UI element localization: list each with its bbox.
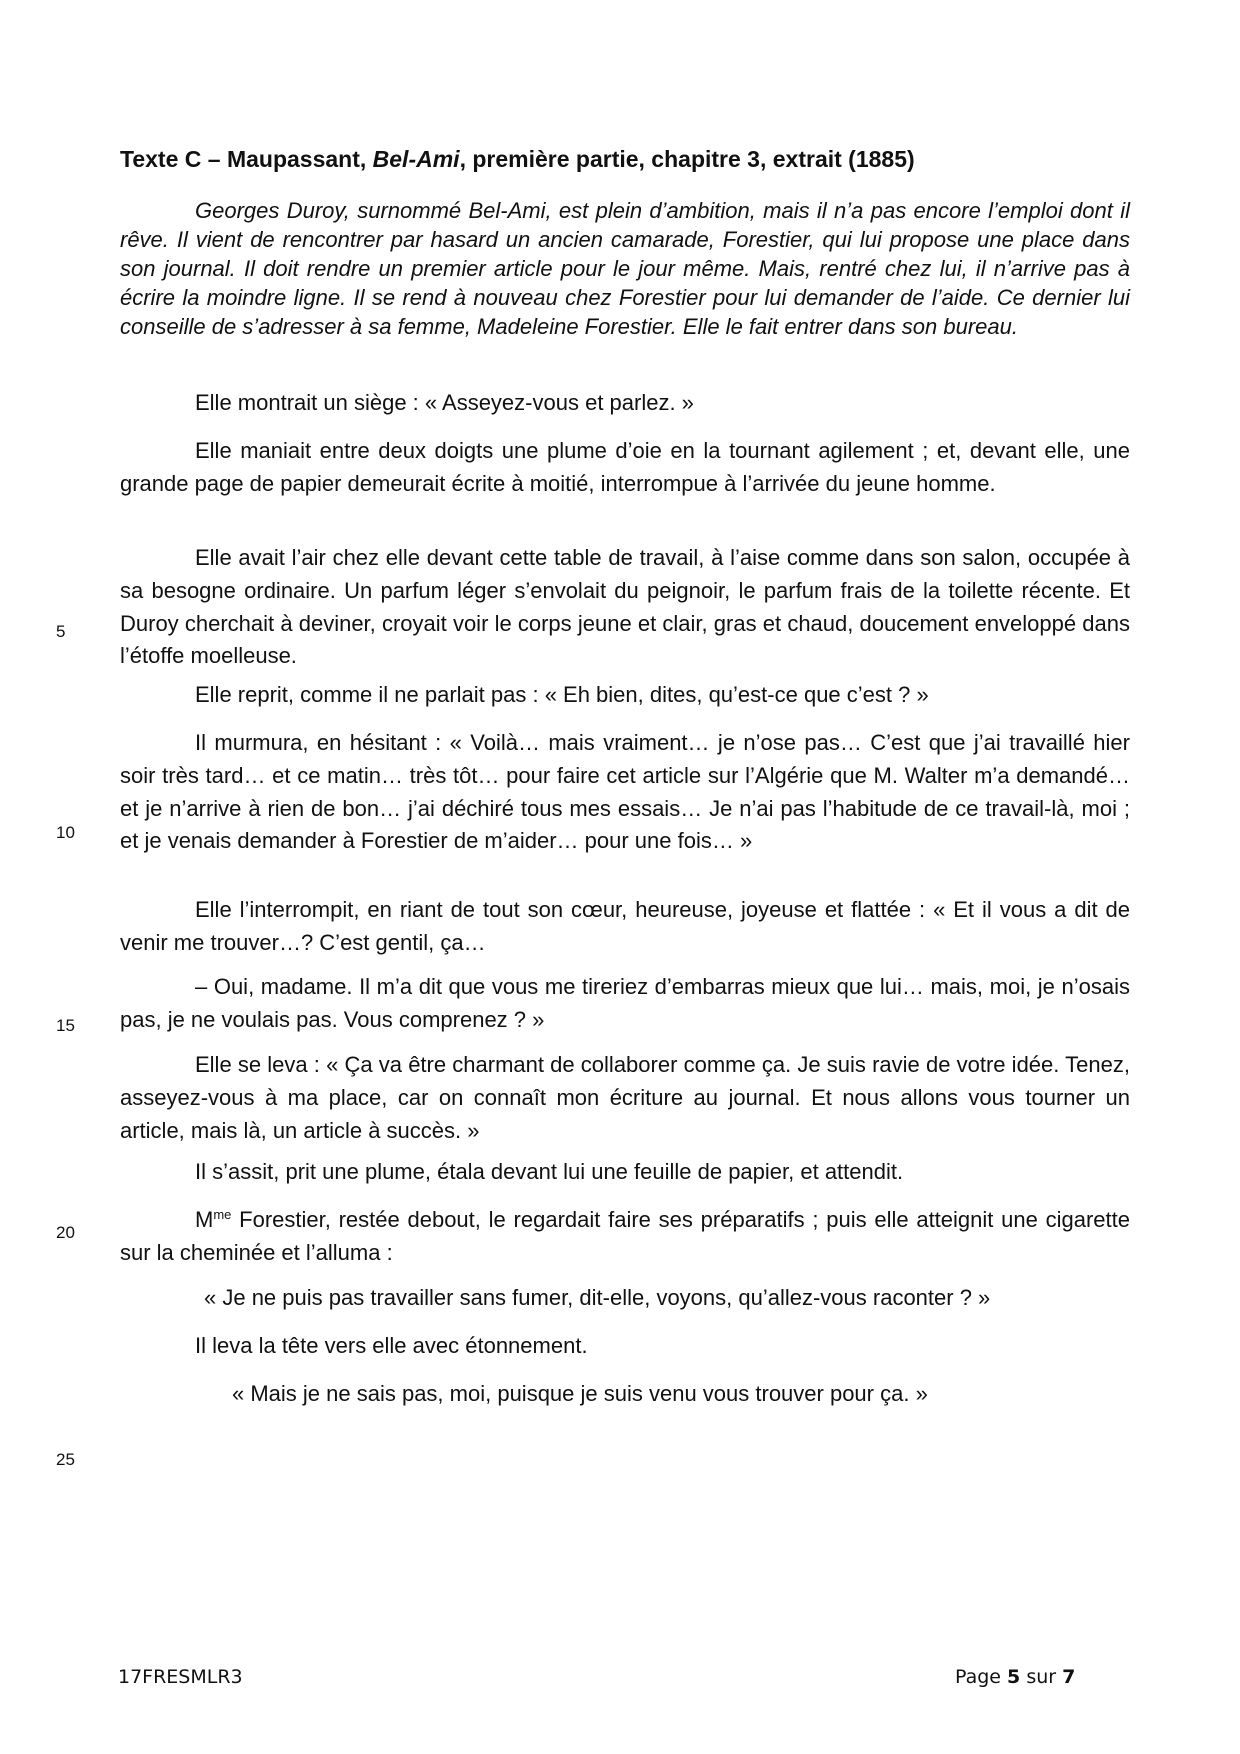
paragraph-2: Elle maniait entre deux doigts une plume d’oie en la tournant agilement ; et, devant elle, une grande page de papier demeurait écrite à moitié, interrompue à l’arrivée du jeune homme.	[120, 438, 1130, 496]
paragraph-6: Elle l’interrompit, en riant de tout son cœur, heureuse, joyeuse et flattée : « Et il vous a dit de venir me trouver…? C’est gentil, ça…	[120, 897, 1130, 955]
title-suffix: , première partie, chapitre 3, extrait (1885)	[459, 146, 915, 172]
line-number: 5	[56, 622, 66, 641]
line-number: 25	[56, 1450, 75, 1469]
page-current: 5	[1007, 1666, 1021, 1688]
intro-paragraph: Georges Duroy, surnommé Bel-Ami, est plein d’ambition, mais il n’a pas encore l’emploi dont il rêve. Il vient de rencontrer par hasard un ancien camarade, Forestier, qui lui propose une place dans son journal. Il doit rendre un premier article pour le jour même. Mais, rentré chez lui, il n’arrive pas à écrire la moindre ligne. Il se rend à nouveau chez Forestier pour lui demander de l’aide. Ce dernier lui conseille de s’adresser à sa femme, Madeleine Forestier. Elle le fait entrer dans son bureau.	[120, 198, 1130, 339]
paragraph-10	[120, 1204, 1130, 1270]
paragraph-7: – Oui, madame. Il m’a dit que vous me tireriez d’embarras mieux que lui… mais, moi, je n’osais pas, je ne voulais pas. Vous comprenez ? »	[120, 974, 1130, 1032]
paragraph-13: « Mais je ne sais pas, moi, puisque je suis venu vous trouver pour ça. »	[232, 1381, 928, 1406]
text-title	[120, 146, 915, 173]
line-number: 15	[56, 1016, 75, 1035]
paragraph-11: « Je ne puis pas travailler sans fumer, dit-elle, voyons, qu’allez-vous raconter ? »	[204, 1285, 991, 1310]
title-prefix: Texte C – Maupassant,	[120, 146, 373, 172]
paragraph-4: Elle reprit, comme il ne parlait pas : « Eh bien, dites, qu’est-ce que c’est ? »	[195, 682, 929, 707]
paragraph-1: Elle montrait un siège : « Asseyez-vous et parlez. »	[195, 390, 694, 415]
paragraph-10-text: Forestier, restée debout, le regardait faire ses préparatifs ; puis elle atteignit une cigarette sur la cheminée et l’alluma :	[120, 1207, 1130, 1265]
paragraph-9: Il s’assit, prit une plume, étala devant lui une feuille de papier, et attendit.	[195, 1159, 904, 1184]
page-of: sur	[1020, 1666, 1063, 1688]
page-label: Page	[955, 1666, 1008, 1688]
paragraph-12: Il leva la tête vers elle avec étonnement.	[195, 1333, 588, 1358]
paragraph-3: Elle avait l’air chez elle devant cette table de travail, à l’aise comme dans son salon, occupée à sa besogne ordinaire. Un parfum léger s’envolait du peignoir, le parfum frais de la toilette récente. Et Duroy cherchait à deviner, croyait voir le corps jeune et clair, gras et chaud, doucement enveloppé dans l’étoffe moelleuse.	[120, 545, 1130, 669]
paragraph-8: Elle se leva : « Ça va être charmant de collaborer comme ça. Je suis ravie de votre idée. Tenez, asseyez-vous à ma place, car on connaît mon écriture au journal. Et nous allons vous tourner un article, mais là, un article à succès. »	[120, 1052, 1130, 1143]
paragraph-5: Il murmura, en hésitant : « Voilà… mais vraiment… je n’ose pas… C’est que j’ai travaillé hier soir très tard… et ce matin… très tôt… pour faire cet article sur l’Algérie que M. Walter m’a demandé… et je n’arrive à rien de bon… j’ai déchiré tous mes essais… Je n’ai pas l’habitude de ce travail-là, moi ; et je venais demander à Forestier de m’aider… pour une fois… »	[120, 730, 1130, 854]
title-work: Bel-Ami	[372, 146, 460, 172]
title-abbrev: M	[195, 1207, 214, 1232]
page-total: 7	[1062, 1666, 1076, 1688]
title-abbrev-superscript: me	[213, 1207, 232, 1222]
line-number: 10	[56, 823, 75, 842]
page-indicator	[955, 1666, 1075, 1688]
line-number: 20	[56, 1223, 75, 1242]
footer-code: 17FRESMLR3	[118, 1666, 243, 1688]
